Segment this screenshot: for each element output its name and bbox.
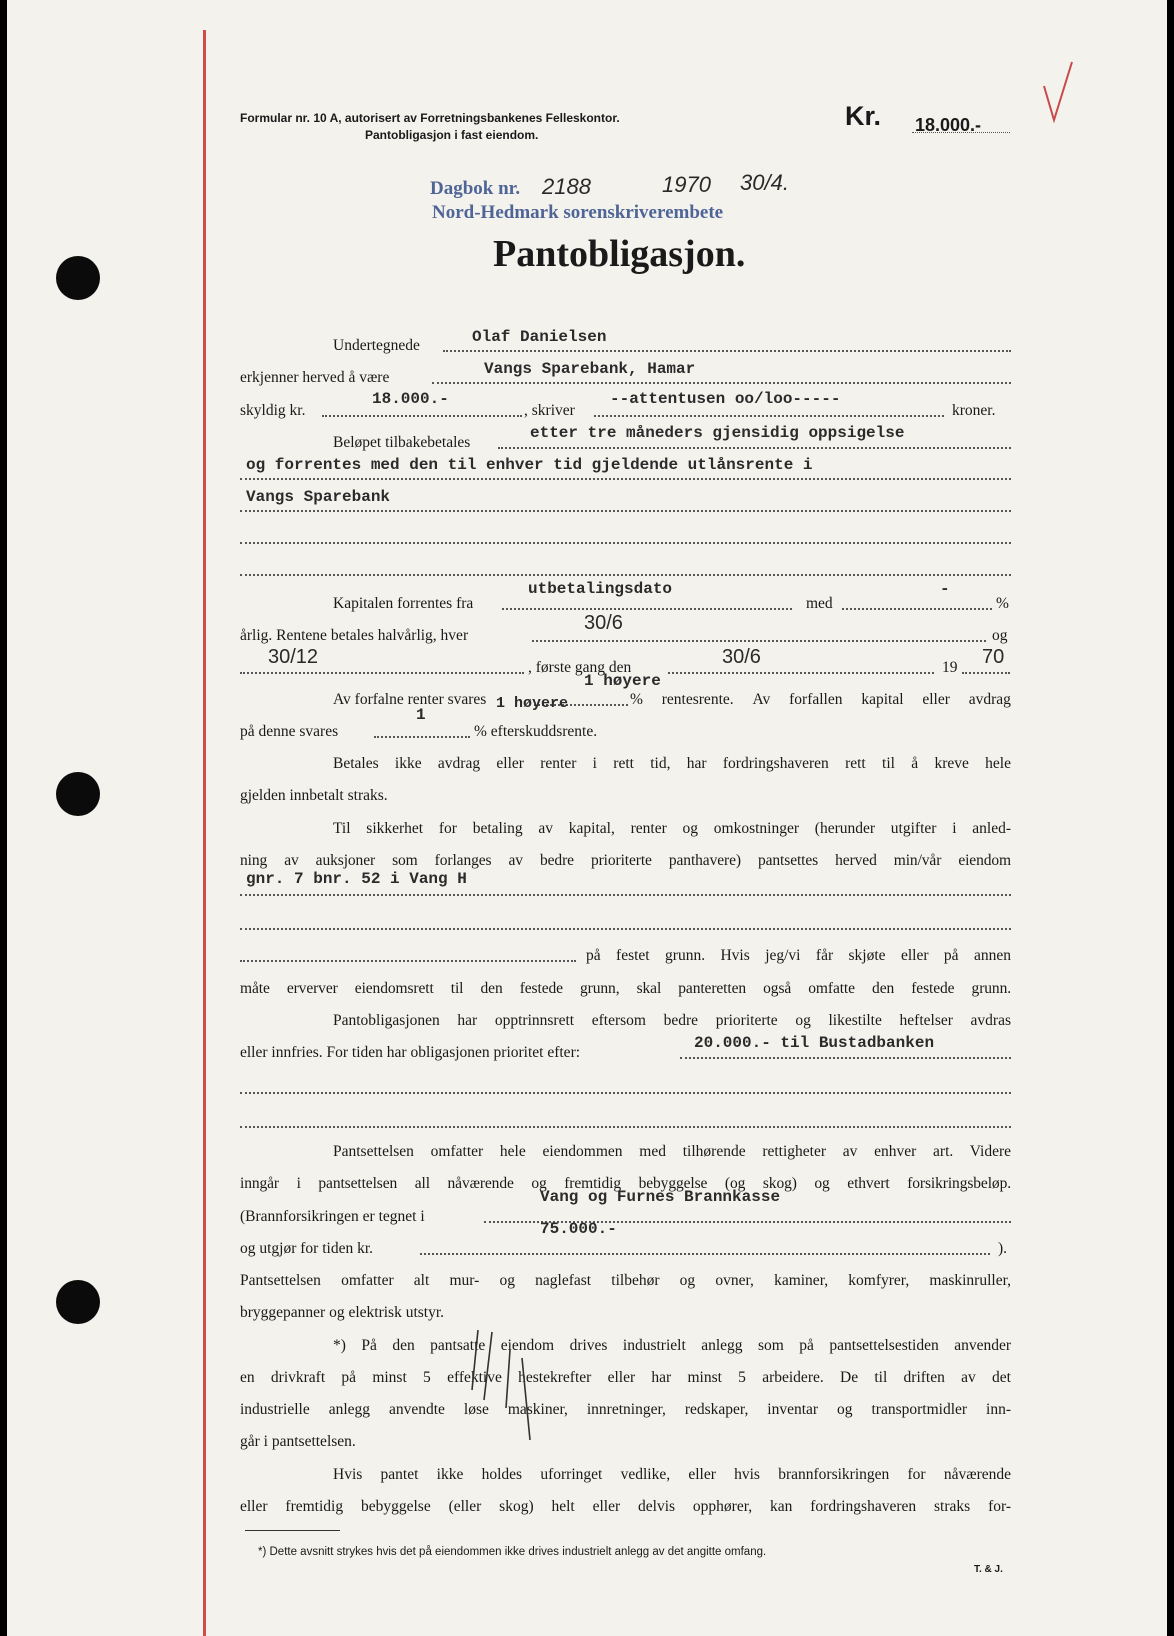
percent-sign: % [996, 595, 1009, 612]
sikkerhet-line-2: ning av auksjoner som forlanges av bedre prioriterte panthavere) pantsettes herved min/vår eiendom [240, 852, 1011, 869]
med-value: - [940, 580, 950, 598]
med-label: med [806, 595, 833, 612]
sikkerhet-line-1: Til sikkerhet for betaling av kapital, renter og omkostninger (herunder utgifter i anled- [333, 820, 1011, 837]
kroner-label: kroner. [952, 402, 996, 419]
betales-line-1: Betales ikke avdrag eller renter i rett tid, har fordringshaveren rett til å kreve hele [333, 755, 1011, 772]
skyldig-value: 18.000.- [372, 390, 449, 408]
undertegnede-label: Undertegnede [333, 337, 420, 354]
brann-value: Vang og Furnes Brannkasse [540, 1188, 781, 1206]
form-header-line1: Formular nr. 10 A, autorisert av Forretningsbankenes Felleskontor. [240, 111, 620, 125]
utgjor-label: og utgjør for tiden kr. [240, 1240, 374, 1257]
red-margin-line [203, 30, 206, 1636]
arlig-value: 30/6 [584, 612, 623, 634]
rentesrente-text: % rentesrente. Av forfallen kapital eller avdrag [630, 691, 1011, 708]
omfatter-line-2: inngår i pantsettelsen all nåværende og fremtidig bebyggelse (og skog) og ethvert forsikringsbeløp. [240, 1175, 1011, 1192]
opptrinn-line-1: Pantobligasjonen har opptrinnsrett eftersom bedre prioriterte og likestilte heftelser avdras [333, 1012, 1011, 1029]
omfatter-line-1: Pantsettelsen omfatter hele eiendommen med tilhørende rettigheter av enhver art. Videre [333, 1143, 1011, 1160]
industri-line-4: går i pantsettelsen. [240, 1433, 356, 1450]
dagbok-date: 30/4. [740, 170, 789, 195]
tilbehor-line-2: bryggepanner og elektrisk utstyr. [240, 1304, 445, 1321]
erkjenner-value: Vangs Sparebank, Hamar [484, 360, 696, 378]
belopet-value-1: etter tre måneders gjensidig oppsigelse [530, 424, 905, 442]
kapitalen-value: utbetalingsdato [528, 580, 673, 598]
skyldig-label: skyldig kr. [240, 402, 306, 419]
belopet-value-3: Vangs Sparebank [246, 488, 391, 506]
year-value: 70 [982, 646, 1005, 668]
kr-label: Kr. [845, 101, 882, 131]
eiendom-value: gnr. 7 bnr. 52 i Vang H [246, 870, 467, 888]
punch-hole-bottom [56, 1280, 100, 1324]
industri-line-3: industrielle anlegg anvendte løse maskiner, innretninger, redskaper, inventar og transportmidler inn- [240, 1401, 1011, 1418]
dagbok-stamp-label: Dagbok nr. [430, 178, 521, 199]
opptrinn-line-2: eller innfries. For tiden har obligasjonen prioritet efter: [240, 1044, 581, 1061]
punch-hole-top [56, 256, 100, 300]
festet-line-2: måte erverver eiendomsrett til den festede grunn, skal panteretten også omfatte den festede grunn. [240, 980, 1011, 997]
belopet-label: Beløpet tilbakebetales [333, 434, 471, 451]
efterskudd-label: % efterskuddsrente. [474, 723, 598, 740]
pa-denne-value: 1 [416, 706, 426, 724]
year-prefix: 19 [942, 659, 958, 676]
utgjor-value: 75.000.- [540, 1220, 617, 1238]
printer-mark: T. & J. [974, 1564, 1003, 1575]
punch-hole-middle [56, 772, 100, 816]
pantet-line-2: eller fremtidig bebyggelse (eller skog) helt eller delvis opphører, kan fordringshaveren straks for- [240, 1498, 1011, 1515]
pa-denne-label: på denne svares [240, 723, 339, 740]
pantet-line-1: Hvis pantet ikke holdes uforringet vedlike, eller hvis brannforsikringen for nåværende [333, 1466, 1011, 1483]
strike-through-mark [470, 1330, 550, 1450]
kapitalen-label: Kapitalen forrentes fra [333, 595, 474, 612]
forste-gang-value: 30/6 [722, 646, 761, 668]
arlig-label: årlig. Rentene betales halvårlig, hver [240, 627, 469, 644]
check-mark-icon [1040, 58, 1076, 128]
page-title: Pantobligasjon. [493, 233, 746, 275]
tilbehor-line-1: Pantsettelsen omfatter alt mur- og naglefast tilbehør og ovner, kaminer, komfyrer, maskinruller, [240, 1272, 1011, 1289]
utgjor-end: ). [998, 1240, 1008, 1257]
og-label: og [992, 627, 1008, 644]
forfalne-label: Av forfalne renter svares [333, 691, 487, 708]
brann-label: (Brannforsikringen er tegnet i [240, 1208, 425, 1225]
undertegnede-value: Olaf Danielsen [472, 328, 607, 346]
prioritet-value: 20.000.- til Bustadbanken [694, 1034, 935, 1052]
forfalne-value-1: 1 høyere [584, 672, 661, 690]
kr-amount: 18.000.- [915, 115, 982, 135]
belopet-value-2: og forrentes med den til enhver tid gjeldende utlånsrente i [246, 456, 813, 474]
skriver-value: --attentusen oo/loo----- [610, 390, 841, 408]
dagbok-number: 2188 [542, 174, 591, 199]
footnote-rule [245, 1530, 340, 1531]
erkjenner-label: erkjenner herved å være [240, 369, 390, 386]
betales-line-2: gjelden innbetalt straks. [240, 787, 388, 804]
industri-line-2: en drivkraft på minst 5 effektive hestekrefter eller har minst 5 arbeidere. De til driften av det [240, 1369, 1011, 1386]
industri-line-1: *) På den pantsatte eiendom drives industrielt anlegg som på pantsettelsestiden anvender [333, 1337, 1011, 1354]
skriver-label: , skriver [524, 402, 575, 419]
second-date: 30/12 [268, 646, 319, 668]
office-stamp: Nord-Hedmark sorenskriverembete [432, 202, 724, 223]
forste-gang-label: , første gang den [528, 659, 632, 676]
festet-line-1: på festet grunn. Hvis jeg/vi får skjøte eller på annen [586, 947, 1011, 964]
footnote: *) Dette avsnitt strykes hvis det på eiendommen ikke drives industrielt anlegg av det angitte omfang. [258, 1546, 767, 1558]
dagbok-year: 1970 [662, 172, 711, 197]
forfalne-value-2: 1 høyere [496, 695, 569, 712]
form-header-line2: Pantobligasjon i fast eiendom. [365, 128, 539, 142]
